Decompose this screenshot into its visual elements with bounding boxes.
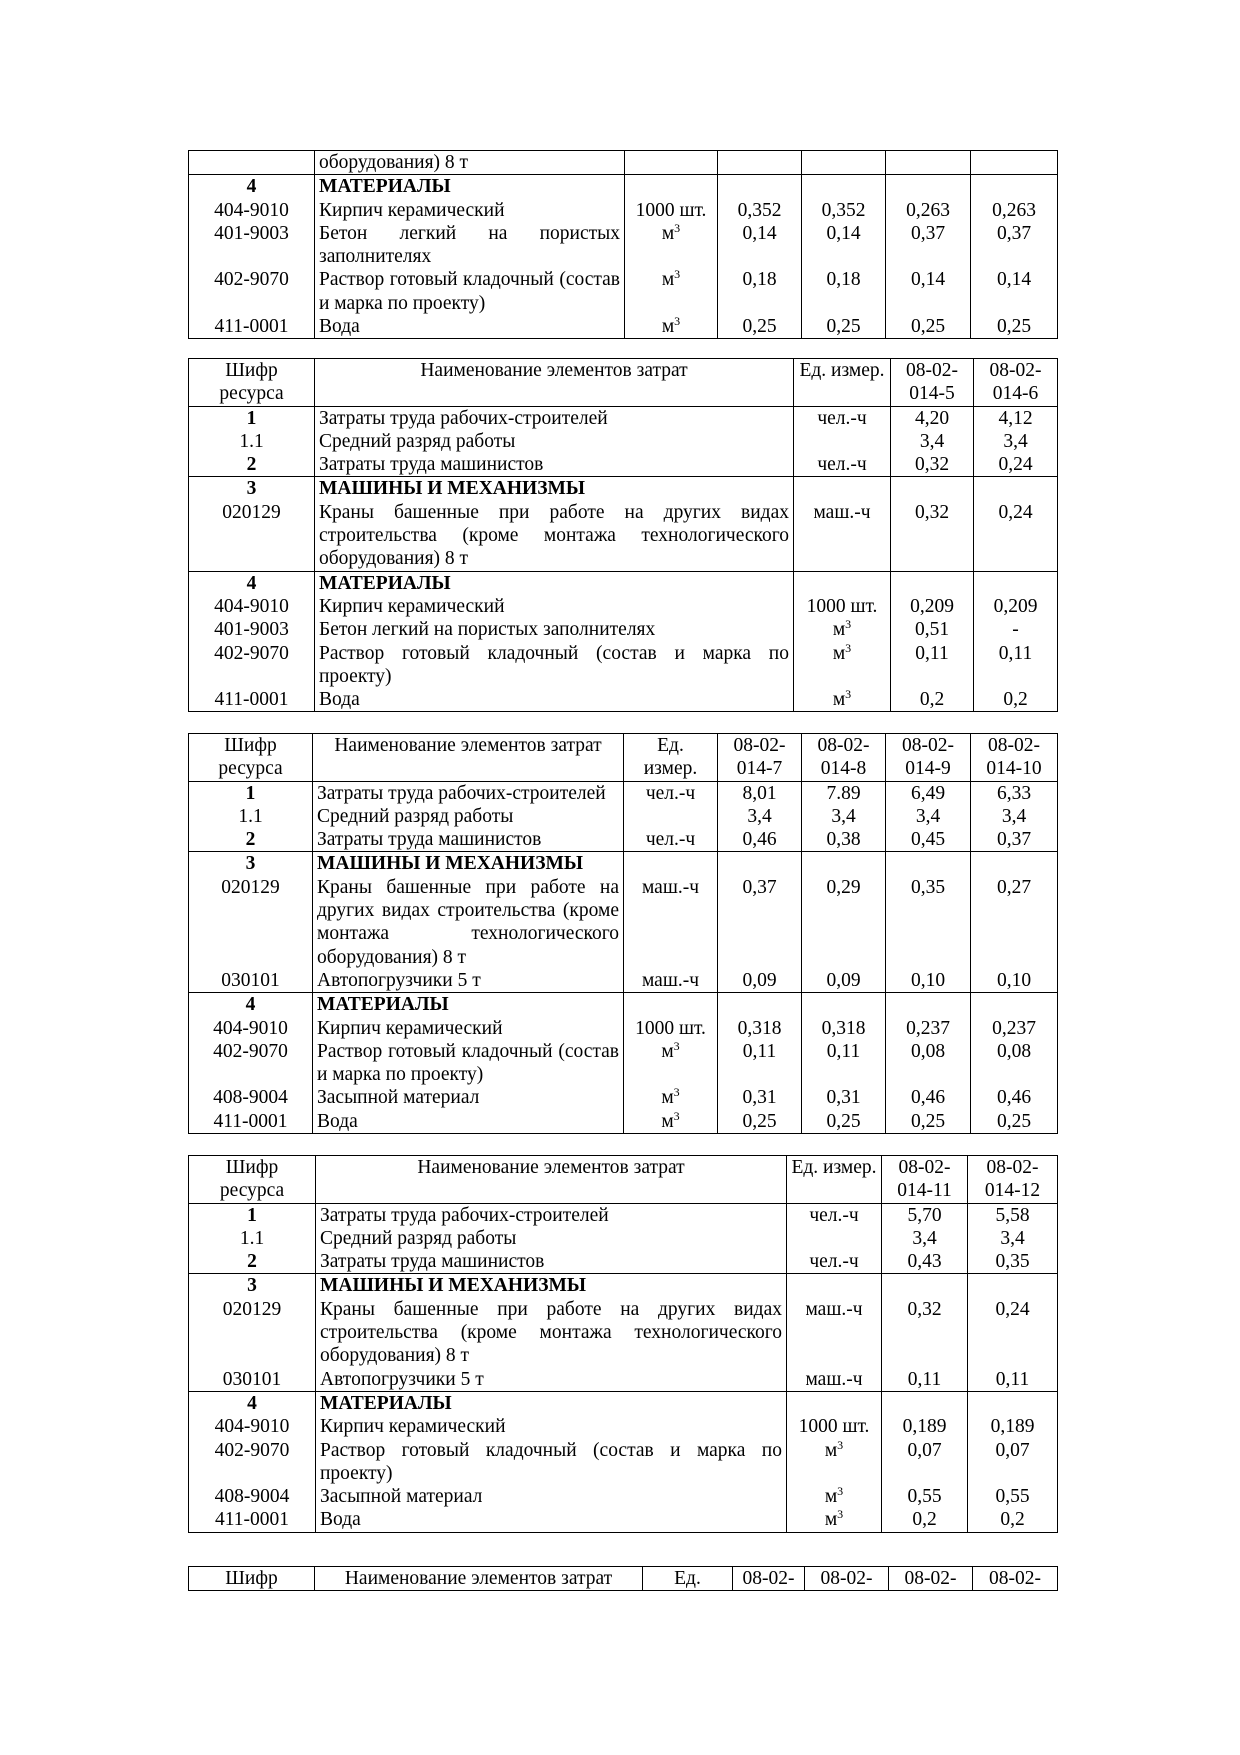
table-row (189, 151, 1058, 175)
section-row-machines: 3 МАШИНЫ И МЕХАНИЗМЫ (189, 477, 1058, 501)
table-row: 411-0001 Вода $м^3$ 0,25 0,25 0,25 0,25 (189, 315, 1058, 339)
table-row: 1.1 Средний разряд работы 3,4 3,4 (189, 1227, 1058, 1250)
resource-table-5 (188, 1566, 1058, 1591)
table-row: 020129 Краны башенные при работе на других видах строительства (кроме монтажа технологического оборудования) 8 т маш.-ч 0,32 0,24 (189, 1298, 1058, 1368)
table-row: 411-0001 Вода $м^3$ 0,2 0,2 (189, 1508, 1058, 1532)
table-row: 402-9070 Раствор готовый кладочный (состав и марка по проекту) $м^3$ 0,18 0,18 0,14 0,14 (189, 268, 1058, 315)
table-header: Шифр ресурса Наименование элементов затрат Ед. измер. 08-02-014-11 08-02-014-12 (189, 1156, 1058, 1204)
table-row: 1.1 Средний разряд работы 3,4 3,4 (189, 430, 1058, 453)
table-row: 2 Затраты труда машинистов чел.-ч 0,43 0,35 (189, 1250, 1058, 1274)
table-row: 402-9070 Раствор готовый кладочный (состав и марка по проекту) $м^3$ 0,11 0,11 (189, 642, 1058, 689)
section-row-materials: 4 МАТЕРИАЛЫ (189, 175, 1058, 199)
table-row: 401-9003 Бетон легкий на пористых заполнителях $м^3$ 0,14 0,14 0,37 0,37 (189, 222, 1058, 269)
table-row: 1 Затраты труда рабочих-строителей чел.-ч 8,01 7.89 6,49 6,33 (189, 781, 1058, 805)
table-row: 402-9070 Раствор готовый кладочный (состав и марка по проекту) $м^3$ 0,11 0,11 0,08 0,08 (189, 1040, 1058, 1087)
table-row: 1 Затраты труда рабочих-строителей чел.-ч 4,20 4,12 (189, 406, 1058, 430)
table-row: 020129 Краны башенные при работе на других видах строительства (кроме монтажа технологического оборудования) 8 т маш.-ч 0,37 0,29 0,35 0,27 (189, 876, 1058, 969)
table-row: 401-9003 Бетон легкий на пористых заполнителях $м^3$ 0,51 - (189, 618, 1058, 641)
table-row: 1 Затраты труда рабочих-строителей чел.-ч 5,70 5,58 (189, 1203, 1058, 1227)
table-header: Шифр Наименование элементов затрат Ед. 08-02- 08-02- 08-02- 08-02- (189, 1567, 1058, 1591)
resource-table-4 (188, 1155, 1058, 1533)
table-row: 408-9004 Засыпной материал $м^3$ 0,31 0,31 0,46 0,46 (189, 1086, 1058, 1109)
table-row: 411-0001 Вода $м^3$ 0,2 0,2 (189, 688, 1058, 712)
table-row: 411-0001 Вода $м^3$ 0,25 0,25 0,25 0,25 (189, 1110, 1058, 1134)
table-row: 408-9004 Засыпной материал $м^3$ 0,55 0,55 (189, 1485, 1058, 1508)
table-row: 404-9010 Кирпич керамический 1000 шт. 0,209 0,209 (189, 595, 1058, 618)
table-header: Шифр ресурса Наименование элементов затрат Ед. измер. 08-02-014-5 08-02-014-6 (189, 359, 1058, 407)
continuation-text: оборудования) 8 т (315, 151, 625, 175)
table-row: 020129 Краны башенные при работе на других видах строительства (кроме монтажа технологического оборудования) 8 т маш.-ч 0,32 0,24 (189, 501, 1058, 571)
table-row: 030101 Автопогрузчики 5 т маш.-ч 0,11 0,11 (189, 1368, 1058, 1392)
resource-table-2 (188, 358, 1058, 712)
table-header: Шифр ресурса Наименование элементов затрат Ед. измер. 08-02-014-7 08-02-014-8 08-02-014-9 08-02-014-10 (189, 734, 1058, 782)
table-row: 404-9010 Кирпич керамический 1000 шт. 0,189 0,189 (189, 1415, 1058, 1438)
table-row: 402-9070 Раствор готовый кладочный (состав и марка по проекту) $м^3$ 0,07 0,07 (189, 1439, 1058, 1486)
table-row: 404-9010 Кирпич керамический 1000 шт. 0,352 0,352 0,263 0,263 (189, 199, 1058, 222)
section-row-machines: 3 МАШИНЫ И МЕХАНИЗМЫ (189, 1274, 1058, 1298)
table-row: 2 Затраты труда машинистов чел.-ч 0,32 0,24 (189, 453, 1058, 477)
resource-table-1 (188, 150, 1058, 339)
section-row-materials: 4 МАТЕРИАЛЫ (189, 571, 1058, 595)
section-row-materials: 4 МАТЕРИАЛЫ (189, 1391, 1058, 1415)
section-row-machines: 3 МАШИНЫ И МЕХАНИЗМЫ (189, 852, 1058, 876)
section-row-materials: 4 МАТЕРИАЛЫ (189, 993, 1058, 1017)
table-row: 1.1 Средний разряд работы 3,4 3,4 3,4 3,4 (189, 805, 1058, 828)
resource-table-3 (188, 733, 1058, 1134)
table-row: 404-9010 Кирпич керамический 1000 шт. 0,318 0,318 0,237 0,237 (189, 1017, 1058, 1040)
table-row: 030101 Автопогрузчики 5 т маш.-ч 0,09 0,09 0,10 0,10 (189, 969, 1058, 993)
table-row: 2 Затраты труда машинистов чел.-ч 0,46 0,38 0,45 0,37 (189, 828, 1058, 852)
